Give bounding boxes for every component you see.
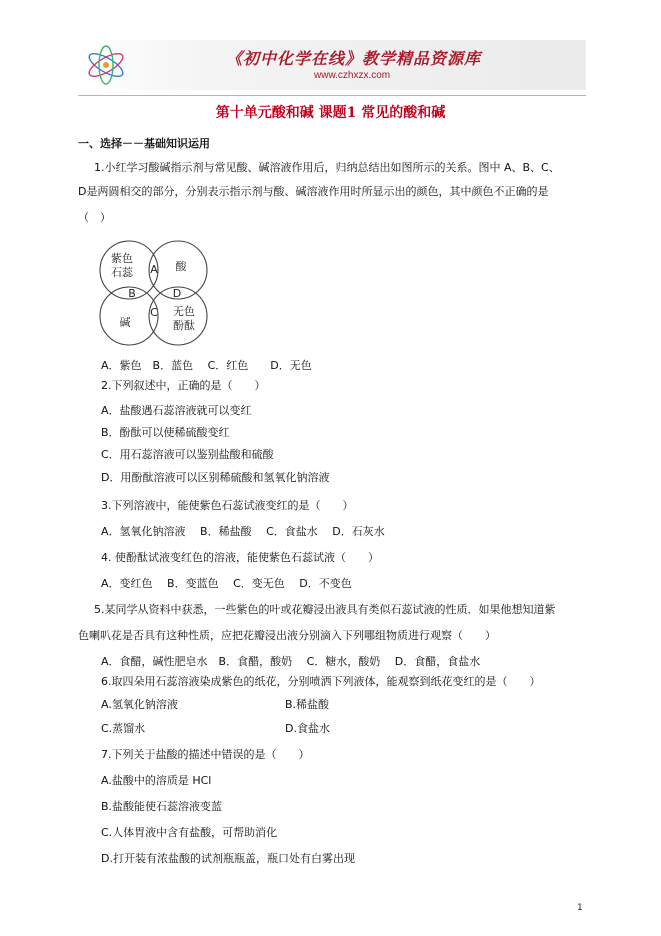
q5-options: A．食醋，碱性肥皂水 B．食醋，酸奶 C．糖水，酸奶 D．食醋，食盐水 <box>101 655 481 668</box>
q6-stem: 6.取四朵用石蕊溶液染成紫色的纸花，分别喷洒下列液体，能观察到纸花变红的是（ ） <box>101 675 541 688</box>
label-d: D <box>172 287 182 300</box>
page-number: 1 <box>577 903 583 913</box>
q7-option-b: B.盐酸能使石蕊溶液变蓝 <box>101 800 223 813</box>
q6-option-d: D.食盐水 <box>285 722 330 735</box>
section-heading: 一、选择－－基础知识运用 <box>78 137 210 150</box>
q1-stem-line-2: D是两圆相交的部分，分别表示指示剂与酸、碱溶液作用时所显示出的颜色，其中颜色不正确的是 <box>78 185 549 198</box>
label-b: B <box>128 287 136 300</box>
q3-options: A．氢氧化钠溶液 B．稀盐酸 C．食盐水 D．石灰水 <box>101 525 385 538</box>
header-banner <box>78 40 586 90</box>
q6-option-a: A.氢氧化钠溶液 <box>101 698 178 711</box>
label-colorless: 无色 <box>173 305 195 318</box>
q2-stem: 2.下列叙述中，正确的是（ ） <box>101 379 266 392</box>
q3-stem: 3.下列溶液中，能使紫色石蕊试液变红的是（ ） <box>101 499 354 512</box>
q5-stem-line-1: 5.某同学从资料中获悉，一些紫色的叶或花瓣浸出液具有类似石蕊试液的性质．如果他想知道紫 <box>94 603 556 616</box>
q2-option-c: C．用石蕊溶液可以鉴别盐酸和硫酸 <box>101 448 274 461</box>
venn-diagram <box>98 238 210 348</box>
label-base: 碱 <box>119 316 131 329</box>
q1-stem-line-3: （ ） <box>78 211 111 224</box>
label-c: C <box>150 306 158 319</box>
banner-title: 《初中化学在线》教学精品资源库 <box>226 49 482 68</box>
q1-options: A．紫色 B．蓝色 C．红色 D．无色 <box>101 359 312 372</box>
q2-option-b: B．酚酞可以使稀硫酸变红 <box>101 426 230 439</box>
q4-options: A．变红色 B．变蓝色 C．变无色 D．不变色 <box>101 577 352 590</box>
q4-stem: 4. 使酚酞试液变红色的溶液，能使紫色石蕊试液（ ） <box>101 551 379 564</box>
header-divider <box>78 95 586 96</box>
q2-option-a: A．盐酸遇石蕊溶液就可以变红 <box>101 404 252 417</box>
q5-stem-line-2: 色喇叭花是否具有这种性质，应把花瓣浸出液分别滴入下列哪组物质进行观察（ ） <box>78 629 496 642</box>
label-acid: 酸 <box>175 260 187 273</box>
q7-option-c: C.人体胃液中含有盐酸，可帮助消化 <box>101 826 278 839</box>
q7-option-a: A.盐酸中的溶质是 HCl <box>101 774 212 787</box>
page-title: 第十单元酸和碱 课题1 常见的酸和碱 <box>215 105 446 121</box>
q7-stem: 7.下列关于盐酸的描述中错误的是（ ） <box>101 748 310 761</box>
label-phenolphthalein: 酚酞 <box>173 319 195 332</box>
label-purple: 紫色 <box>111 252 133 265</box>
q6-option-b: B.稀盐酸 <box>285 698 330 711</box>
q7-option-d: D.打开装有浓盐酸的试剂瓶瓶盖，瓶口处有白雾出现 <box>101 852 355 865</box>
banner-url[interactable]: www.czhxzx.com <box>314 70 391 81</box>
q6-option-c: C.蒸馏水 <box>101 722 146 735</box>
q1-stem-line-1: 1.小红学习酸碱指示剂与常见酸、碱溶液作用后，归纳总结出如图所示的关系。图中 A、B、C、 <box>94 161 560 174</box>
label-a: A <box>150 263 158 276</box>
atom-logo-icon <box>84 44 128 86</box>
label-litmus: 石蕊 <box>111 266 133 279</box>
q2-option-d: D．用酚酞溶液可以区别稀硫酸和氢氧化钠溶液 <box>101 471 330 484</box>
